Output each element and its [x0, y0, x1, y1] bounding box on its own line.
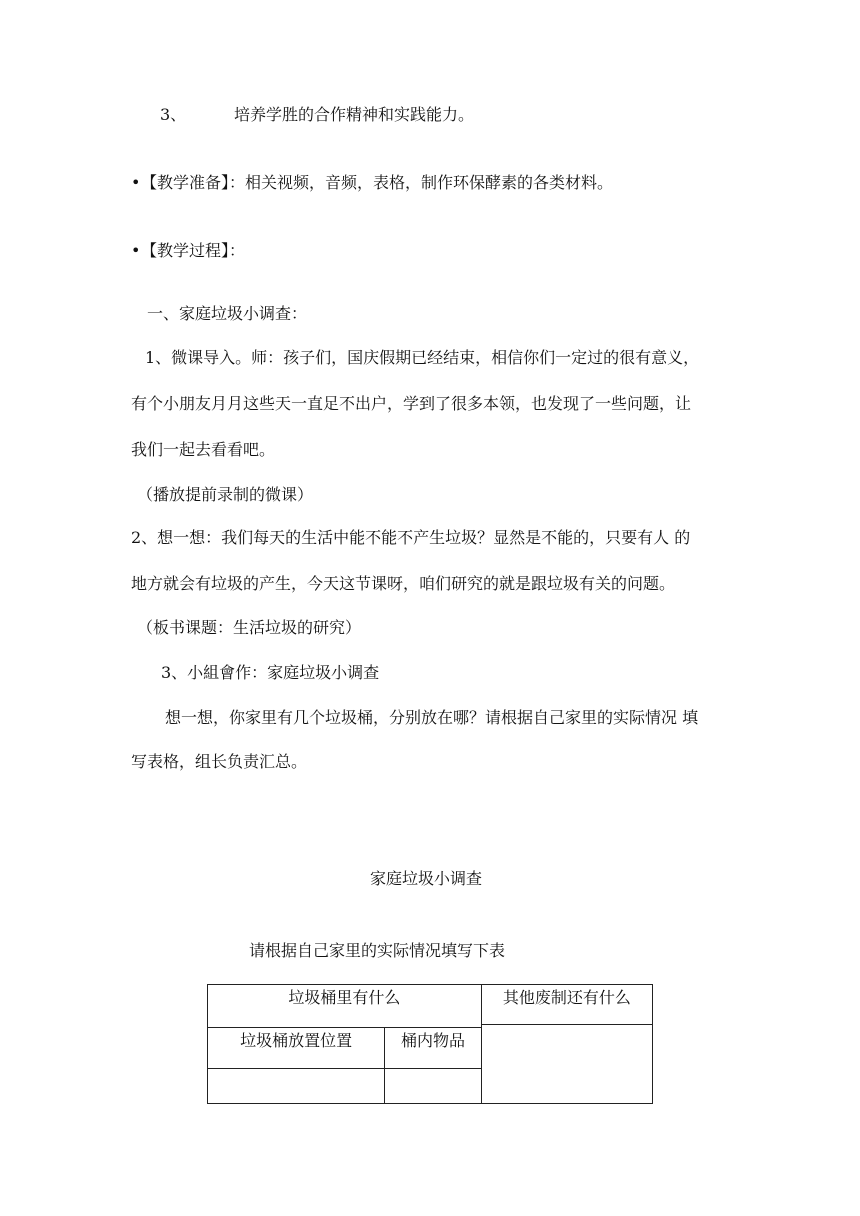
- paragraph-line: 想一想，你家里有几个垃圾桶，分别放在哪？请根据自己家里的实际情况 填: [165, 708, 699, 727]
- survey-table: [207, 984, 653, 1104]
- table-header-cell: 垃圾桶放置位置: [208, 1028, 385, 1069]
- table-cell[interactable]: [385, 1069, 482, 1104]
- paragraph-line: 有个小朋友月月这些天一直足不出户，学到了很多本领，也发现了一些问题，让: [131, 394, 692, 413]
- table-cell[interactable]: [208, 1069, 385, 1104]
- process-heading: 【教学过程】：: [141, 241, 246, 260]
- note-line: （播放提前录制的微课）: [137, 485, 314, 504]
- paragraph-line: 1、微课导入。师：孩子们，国庆假期已经结束，相信你们一定过的很有意义，: [145, 348, 700, 367]
- survey-instruction: 请根据自己家里的实际情况填写下表: [249, 941, 506, 960]
- prep-text: 【教学准备】：相关视频，音频，表格，制作环保酵素的各类材料。: [141, 173, 614, 192]
- section-heading: 一、家庭垃圾小调查：: [147, 304, 308, 323]
- table-header-cell: 桶内物品: [385, 1028, 482, 1069]
- paragraph-line: 写表格，组长负责汇总。: [131, 752, 308, 771]
- prep-bullet: •: [131, 173, 141, 192]
- paragraph-line: 地方就会有垃圾的产生，今天这节课呀，咱们研究的就是跟垃圾有关的问题。: [131, 574, 676, 593]
- paragraph-line: 我们一起去看看吧。: [131, 440, 276, 459]
- note-line: （板书课题：生活垃圾的研究）: [137, 618, 362, 637]
- table-header-cell: 其他废制还有什么: [481, 985, 652, 1104]
- process-bullet: •: [131, 241, 141, 260]
- goal-text: 培养学胜的合作精神和实践能力。: [234, 105, 475, 124]
- survey-title: 家庭垃圾小调查: [370, 869, 483, 888]
- paragraph-line: 3、小組會作：家庭垃圾小调查: [161, 663, 380, 682]
- paragraph-line: 2、想一想：我们每天的生活中能不能不产生垃圾？显然是不能的，只要有人 的: [131, 528, 691, 547]
- table-row: [208, 985, 653, 1028]
- table-divider: [482, 1024, 653, 1025]
- goal-number: 3、: [160, 105, 187, 124]
- table-header-cell: 垃圾桶里有什么: [208, 985, 482, 1028]
